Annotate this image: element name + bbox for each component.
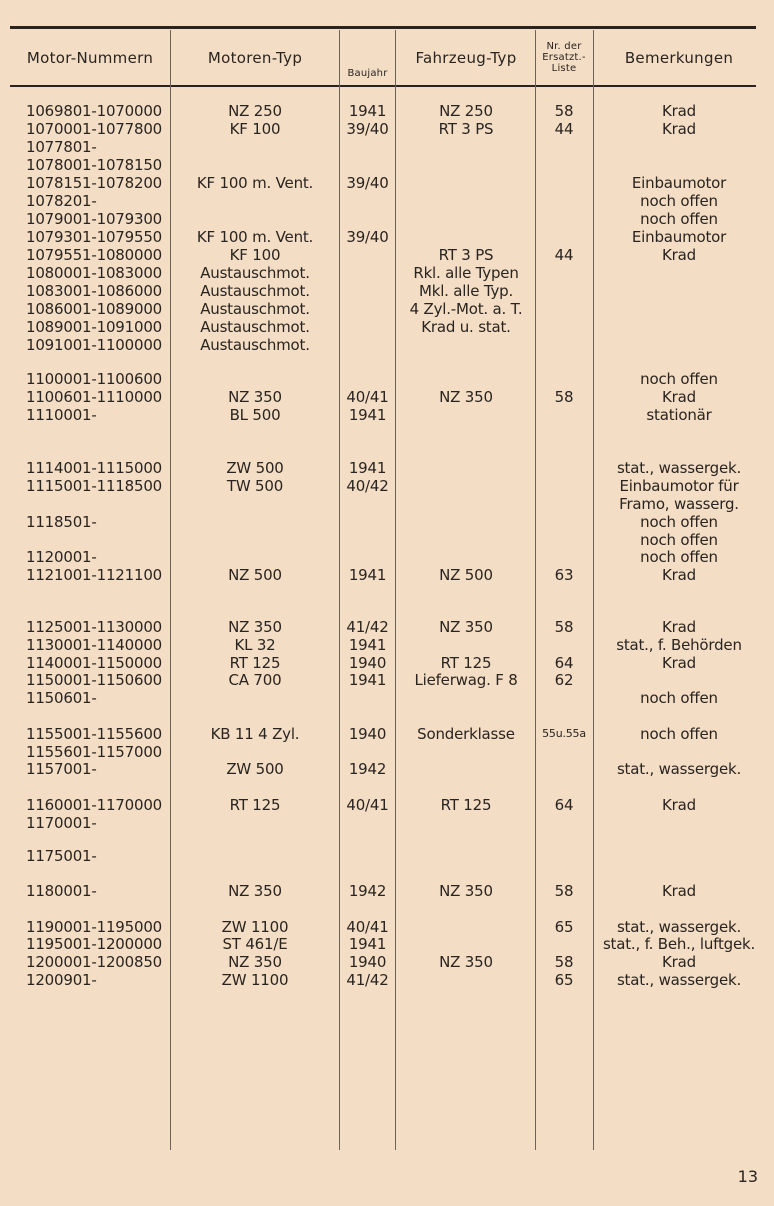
cell-motor-nummer: 1078001-1078150 [26, 156, 163, 174]
cell-motoren-typ: KF 100 m. Vent. [196, 228, 314, 246]
cell-fahrzeug-typ: RT 3 PS [438, 246, 494, 264]
cell-motoren-typ: Austauschmot. [200, 300, 310, 318]
cell-motor-nummer: 1130001-1140000 [26, 636, 163, 654]
header-motoren-typ: Motoren-Typ [207, 48, 303, 67]
cell-motor-nummer: 1069801-1070000 [26, 102, 163, 120]
cell-motor-nummer: 1079551-1080000 [26, 246, 163, 264]
header-motor-nummern: Motor-Nummern [26, 48, 154, 67]
cell-ersatzteil-liste: 58 [554, 953, 574, 971]
cell-baujahr: 1941 [348, 935, 387, 953]
cell-ersatzteil-liste: 58 [554, 102, 574, 120]
cell-bemerkung: stat., wassergek. [616, 760, 742, 778]
cell-fahrzeug-typ: RT 125 [440, 654, 492, 672]
cell-fahrzeug-typ: RT 125 [440, 796, 492, 814]
cell-bemerkung: Einbaumotor für [619, 477, 739, 495]
cell-bemerkung: Framo, wasserg. [619, 495, 739, 513]
cell-fahrzeug-typ: NZ 350 [439, 618, 493, 636]
cell-motor-nummer: 1125001-1130000 [26, 618, 163, 636]
cell-motor-nummer: 1190001-1195000 [26, 918, 163, 936]
cell-bemerkung: Krad [662, 796, 696, 814]
cell-fahrzeug-typ: Mkl. alle Typ. [418, 282, 514, 300]
cell-bemerkung: Krad [662, 246, 696, 264]
cell-motor-nummer: 1155001-1155600 [26, 725, 163, 743]
top-rule [10, 26, 756, 29]
cell-baujahr: 1940 [348, 953, 387, 971]
header-ersatzteil-liste: Nr. der Ersatzt.- Liste [542, 41, 586, 74]
cell-motor-nummer: 1077801- [26, 138, 97, 156]
cell-bemerkung: Einbaumotor [631, 174, 727, 192]
cell-baujahr: 1942 [348, 760, 387, 778]
cell-motor-nummer: 1170001- [26, 814, 97, 832]
cell-bemerkung: stat., f. Beh., luftgek. [602, 935, 756, 953]
cell-ersatzteil-liste: 44 [554, 246, 574, 264]
cell-motoren-typ: Austauschmot. [200, 336, 310, 354]
header-bemerkungen: Bemerkungen [624, 48, 734, 67]
cell-motoren-typ: Austauschmot. [200, 264, 310, 282]
cell-motoren-typ: NZ 500 [228, 566, 282, 584]
cell-baujahr: 41/42 [346, 618, 389, 636]
cell-baujahr: 40/41 [346, 388, 389, 406]
cell-motor-nummer: 1089001-1091000 [26, 318, 163, 336]
cell-motoren-typ: RT 125 [229, 796, 281, 814]
cell-motoren-typ: KB 11 4 Zyl. [210, 725, 300, 743]
cell-motor-nummer: 1083001-1086000 [26, 282, 163, 300]
cell-bemerkung: stat., wassergek. [616, 459, 742, 477]
cell-motoren-typ: ZW 1100 [221, 971, 289, 989]
cell-baujahr: 39/40 [346, 228, 389, 246]
cell-bemerkung: stat., wassergek. [616, 971, 742, 989]
header-baujahr: Baujahr [347, 68, 388, 79]
cell-motor-nummer: 1118501- [26, 513, 97, 531]
cell-ersatzteil-liste: 58 [554, 618, 574, 636]
cell-bemerkung: noch offen [640, 548, 718, 566]
cell-baujahr: 1941 [348, 406, 387, 424]
cell-motoren-typ: NZ 350 [228, 953, 282, 971]
cell-fahrzeug-typ: Krad u. stat. [421, 318, 511, 336]
cell-motor-nummer: 1180001- [26, 882, 97, 900]
cell-ersatzteil-liste: 58 [554, 882, 574, 900]
cell-motor-nummer: 1078151-1078200 [26, 174, 163, 192]
cell-fahrzeug-typ: NZ 500 [439, 566, 493, 584]
cell-ersatzteil-liste: 62 [554, 671, 574, 689]
cell-baujahr: 1942 [348, 882, 387, 900]
cell-fahrzeug-typ: NZ 350 [439, 388, 493, 406]
cell-baujahr: 40/42 [346, 477, 389, 495]
cell-bemerkung: noch offen [640, 210, 718, 228]
cell-motoren-typ: Austauschmot. [200, 282, 310, 300]
cell-baujahr: 39/40 [346, 174, 389, 192]
cell-motor-nummer: 1100001-1100600 [26, 370, 163, 388]
cell-bemerkung: noch offen [640, 725, 718, 743]
cell-bemerkung: Krad [662, 120, 696, 138]
cell-ersatzteil-liste: 65 [554, 918, 574, 936]
cell-ersatzteil-liste: 44 [554, 120, 574, 138]
cell-motoren-typ: KF 100 m. Vent. [196, 174, 314, 192]
cell-motor-nummer: 1200001-1200850 [26, 953, 163, 971]
cell-bemerkung: Krad [662, 102, 696, 120]
cell-motoren-typ: CA 700 [228, 671, 282, 689]
cell-bemerkung: Krad [662, 618, 696, 636]
cell-bemerkung: noch offen [640, 370, 718, 388]
cell-motoren-typ: ST 461/E [222, 935, 288, 953]
cell-motor-nummer: 1160001-1170000 [26, 796, 163, 814]
cell-ersatzteil-liste: 64 [554, 796, 574, 814]
cell-fahrzeug-typ: NZ 250 [439, 102, 493, 120]
cell-bemerkung: stat., wassergek. [616, 918, 742, 936]
cell-bemerkung: stationär [646, 406, 712, 424]
cell-motoren-typ: BL 500 [229, 406, 281, 424]
cell-motor-nummer: 1200901- [26, 971, 97, 989]
cell-ersatzteil-liste: 65 [554, 971, 574, 989]
column-divider [395, 30, 396, 1150]
cell-motor-nummer: 1114001-1115000 [26, 459, 163, 477]
cell-bemerkung: noch offen [640, 531, 718, 549]
cell-motor-nummer: 1150601- [26, 689, 97, 707]
cell-bemerkung: Krad [662, 566, 696, 584]
cell-bemerkung: noch offen [640, 192, 718, 210]
cell-bemerkung: Einbaumotor [631, 228, 727, 246]
cell-bemerkung: Krad [662, 654, 696, 672]
cell-baujahr: 1941 [348, 459, 387, 477]
cell-ersatzteil-liste: 63 [554, 566, 574, 584]
cell-motor-nummer: 1080001-1083000 [26, 264, 163, 282]
cell-baujahr: 1941 [348, 566, 387, 584]
cell-motor-nummer: 1157001- [26, 760, 97, 778]
cell-motoren-typ: KF 100 [229, 120, 281, 138]
cell-motor-nummer: 1086001-1089000 [26, 300, 163, 318]
cell-fahrzeug-typ: Rkl. alle Typen [413, 264, 519, 282]
cell-baujahr: 39/40 [346, 120, 389, 138]
cell-motoren-typ: ZW 500 [226, 459, 284, 477]
cell-motor-nummer: 1155601-1157000 [26, 743, 163, 761]
cell-motoren-typ: NZ 350 [228, 882, 282, 900]
cell-motoren-typ: NZ 250 [228, 102, 282, 120]
cell-ersatzteil-liste: 58 [554, 388, 574, 406]
cell-motor-nummer: 1150001-1150600 [26, 671, 163, 689]
cell-bemerkung: noch offen [640, 513, 718, 531]
cell-baujahr: 1941 [348, 102, 387, 120]
page-number: 13 [737, 1167, 758, 1186]
cell-bemerkung: Krad [662, 388, 696, 406]
cell-bemerkung: stat., f. Behörden [616, 636, 742, 654]
cell-motor-nummer: 1140001-1150000 [26, 654, 163, 672]
cell-motoren-typ: ZW 500 [226, 760, 284, 778]
cell-motoren-typ: NZ 350 [228, 388, 282, 406]
cell-baujahr: 1941 [348, 671, 387, 689]
cell-fahrzeug-typ: RT 3 PS [438, 120, 494, 138]
cell-ersatzteil-liste: 55u.55a [542, 727, 586, 740]
cell-motoren-typ: KL 32 [234, 636, 276, 654]
cell-bemerkung: noch offen [640, 689, 718, 707]
cell-motor-nummer: 1078201- [26, 192, 97, 210]
cell-motoren-typ: KF 100 [229, 246, 281, 264]
cell-motor-nummer: 1079001-1079300 [26, 210, 163, 228]
cell-motor-nummer: 1070001-1077800 [26, 120, 163, 138]
cell-motor-nummer: 1195001-1200000 [26, 935, 163, 953]
cell-motor-nummer: 1091001-1100000 [26, 336, 163, 354]
cell-motoren-typ: Austauschmot. [200, 318, 310, 336]
cell-fahrzeug-typ: NZ 350 [439, 882, 493, 900]
cell-motor-nummer: 1121001-1121100 [26, 566, 163, 584]
cell-motoren-typ: ZW 1100 [221, 918, 289, 936]
cell-baujahr: 1940 [348, 725, 387, 743]
cell-baujahr: 40/41 [346, 918, 389, 936]
cell-motoren-typ: TW 500 [226, 477, 284, 495]
cell-motoren-typ: RT 125 [229, 654, 281, 672]
cell-baujahr: 40/41 [346, 796, 389, 814]
header-fahrzeug-typ: Fahrzeug-Typ [415, 48, 517, 67]
cell-fahrzeug-typ: NZ 350 [439, 953, 493, 971]
cell-motoren-typ: NZ 350 [228, 618, 282, 636]
cell-motor-nummer: 1175001- [26, 847, 97, 865]
cell-bemerkung: Krad [662, 882, 696, 900]
cell-motor-nummer: 1079301-1079550 [26, 228, 163, 246]
cell-motor-nummer: 1115001-1118500 [26, 477, 163, 495]
cell-motor-nummer: 1110001- [26, 406, 97, 424]
cell-fahrzeug-typ: Lieferwag. F 8 [414, 671, 518, 689]
cell-bemerkung: Krad [662, 953, 696, 971]
cell-motor-nummer: 1120001- [26, 548, 97, 566]
cell-fahrzeug-typ: Sonderklasse [417, 725, 515, 743]
cell-baujahr: 41/42 [346, 971, 389, 989]
cell-ersatzteil-liste: 64 [554, 654, 574, 672]
cell-baujahr: 1940 [348, 654, 387, 672]
cell-baujahr: 1941 [348, 636, 387, 654]
cell-motor-nummer: 1100601-1110000 [26, 388, 163, 406]
cell-fahrzeug-typ: 4 Zyl.-Mot. a. T. [409, 300, 523, 318]
